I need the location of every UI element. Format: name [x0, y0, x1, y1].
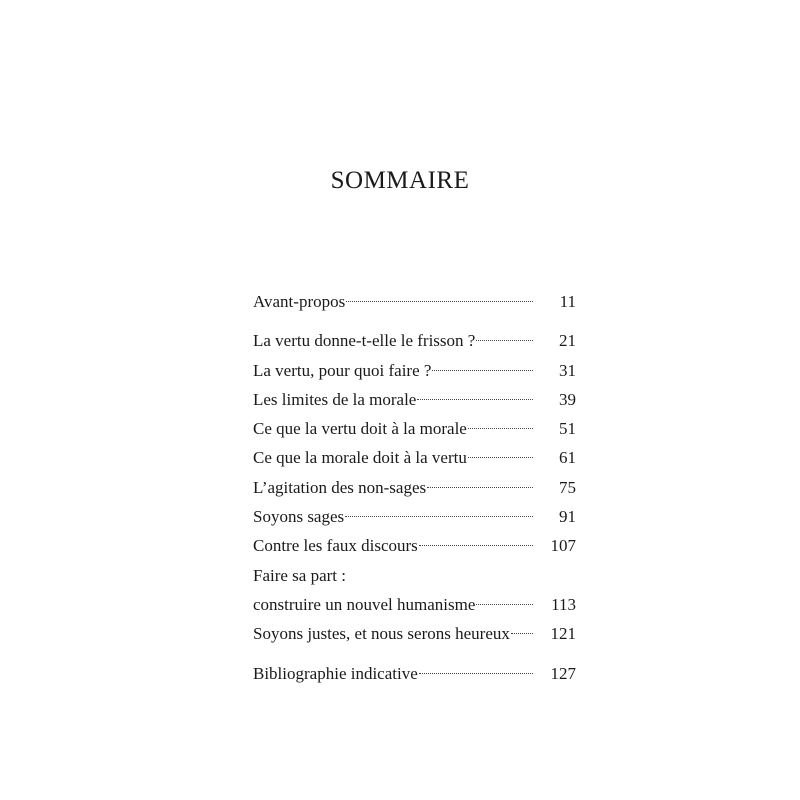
- dot-leader: [476, 604, 533, 605]
- table-of-contents: [253, 287, 576, 688]
- toc-entry-label: La vertu donne-t-elle le frisson ?: [253, 331, 476, 351]
- dot-leader: [345, 516, 533, 517]
- toc-entry-agitation[interactable]: [253, 473, 576, 502]
- toc-page-number: 31: [559, 360, 576, 380]
- toc-page-number: 75: [559, 477, 576, 497]
- dot-leader: [419, 545, 533, 546]
- toc-entry-label: Avant-propos: [253, 292, 346, 311]
- toc-page-number: 39: [559, 389, 576, 409]
- toc-entry-faux-discours[interactable]: [253, 531, 576, 560]
- dot-leader: [476, 340, 533, 341]
- toc-entry-soyons-justes[interactable]: [253, 619, 576, 648]
- toc-entry-label: Soyons sages: [253, 507, 345, 527]
- dot-leader: [419, 673, 533, 674]
- dot-leader: [346, 301, 533, 302]
- toc-page-number: 11: [559, 292, 576, 311]
- toc-entry-label: Faire sa part :: [253, 565, 346, 585]
- toc-entry-frisson[interactable]: [253, 326, 576, 355]
- toc-entry-faire-sa-part[interactable]: [253, 561, 576, 620]
- toc-entry-soyons-sages[interactable]: [253, 502, 576, 531]
- page-title: SOMMAIRE: [330, 167, 470, 194]
- toc-page-number: 61: [559, 448, 576, 468]
- toc-entry-vertu-doit-morale[interactable]: [253, 414, 576, 443]
- dot-leader: [417, 399, 533, 400]
- dot-leader: [511, 633, 533, 634]
- toc-entry-morale-doit-vertu[interactable]: [253, 443, 576, 472]
- toc-entry-label-continued: construire un nouvel humanisme: [253, 594, 476, 614]
- toc-entry-label: L’agitation des non-sages: [253, 477, 427, 497]
- toc-page-number: 91: [559, 507, 576, 527]
- toc-entry-label: Ce que la vertu doit à la morale: [253, 419, 467, 439]
- toc-entry-label: La vertu, pour quoi faire ?: [253, 360, 432, 380]
- toc-page-number: 127: [550, 663, 576, 683]
- toc-entry-label: Bibliographie indicative: [253, 663, 418, 683]
- toc-page-number: 121: [550, 624, 576, 644]
- toc-entry-limites-morale[interactable]: [253, 385, 576, 414]
- toc-entry-pour-quoi-faire[interactable]: [253, 356, 576, 385]
- dot-leader: [468, 428, 533, 429]
- toc-entry-avant-propos[interactable]: [253, 287, 576, 316]
- toc-page-number: 21: [559, 331, 576, 351]
- toc-page-number: 113: [551, 594, 576, 614]
- toc-page-number: 107: [550, 536, 576, 556]
- toc-entry-label: Les limites de la morale: [253, 389, 417, 409]
- dot-leader: [468, 457, 533, 458]
- toc-entry-bibliographie[interactable]: [253, 659, 576, 688]
- dot-leader: [427, 487, 533, 488]
- toc-entry-label: Soyons justes, et nous serons heureux: [253, 624, 510, 644]
- dot-leader: [432, 370, 533, 371]
- toc-entry-label: Contre les faux discours: [253, 536, 418, 556]
- toc-entry-label: Ce que la morale doit à la vertu: [253, 448, 467, 468]
- toc-page-number: 51: [559, 419, 576, 439]
